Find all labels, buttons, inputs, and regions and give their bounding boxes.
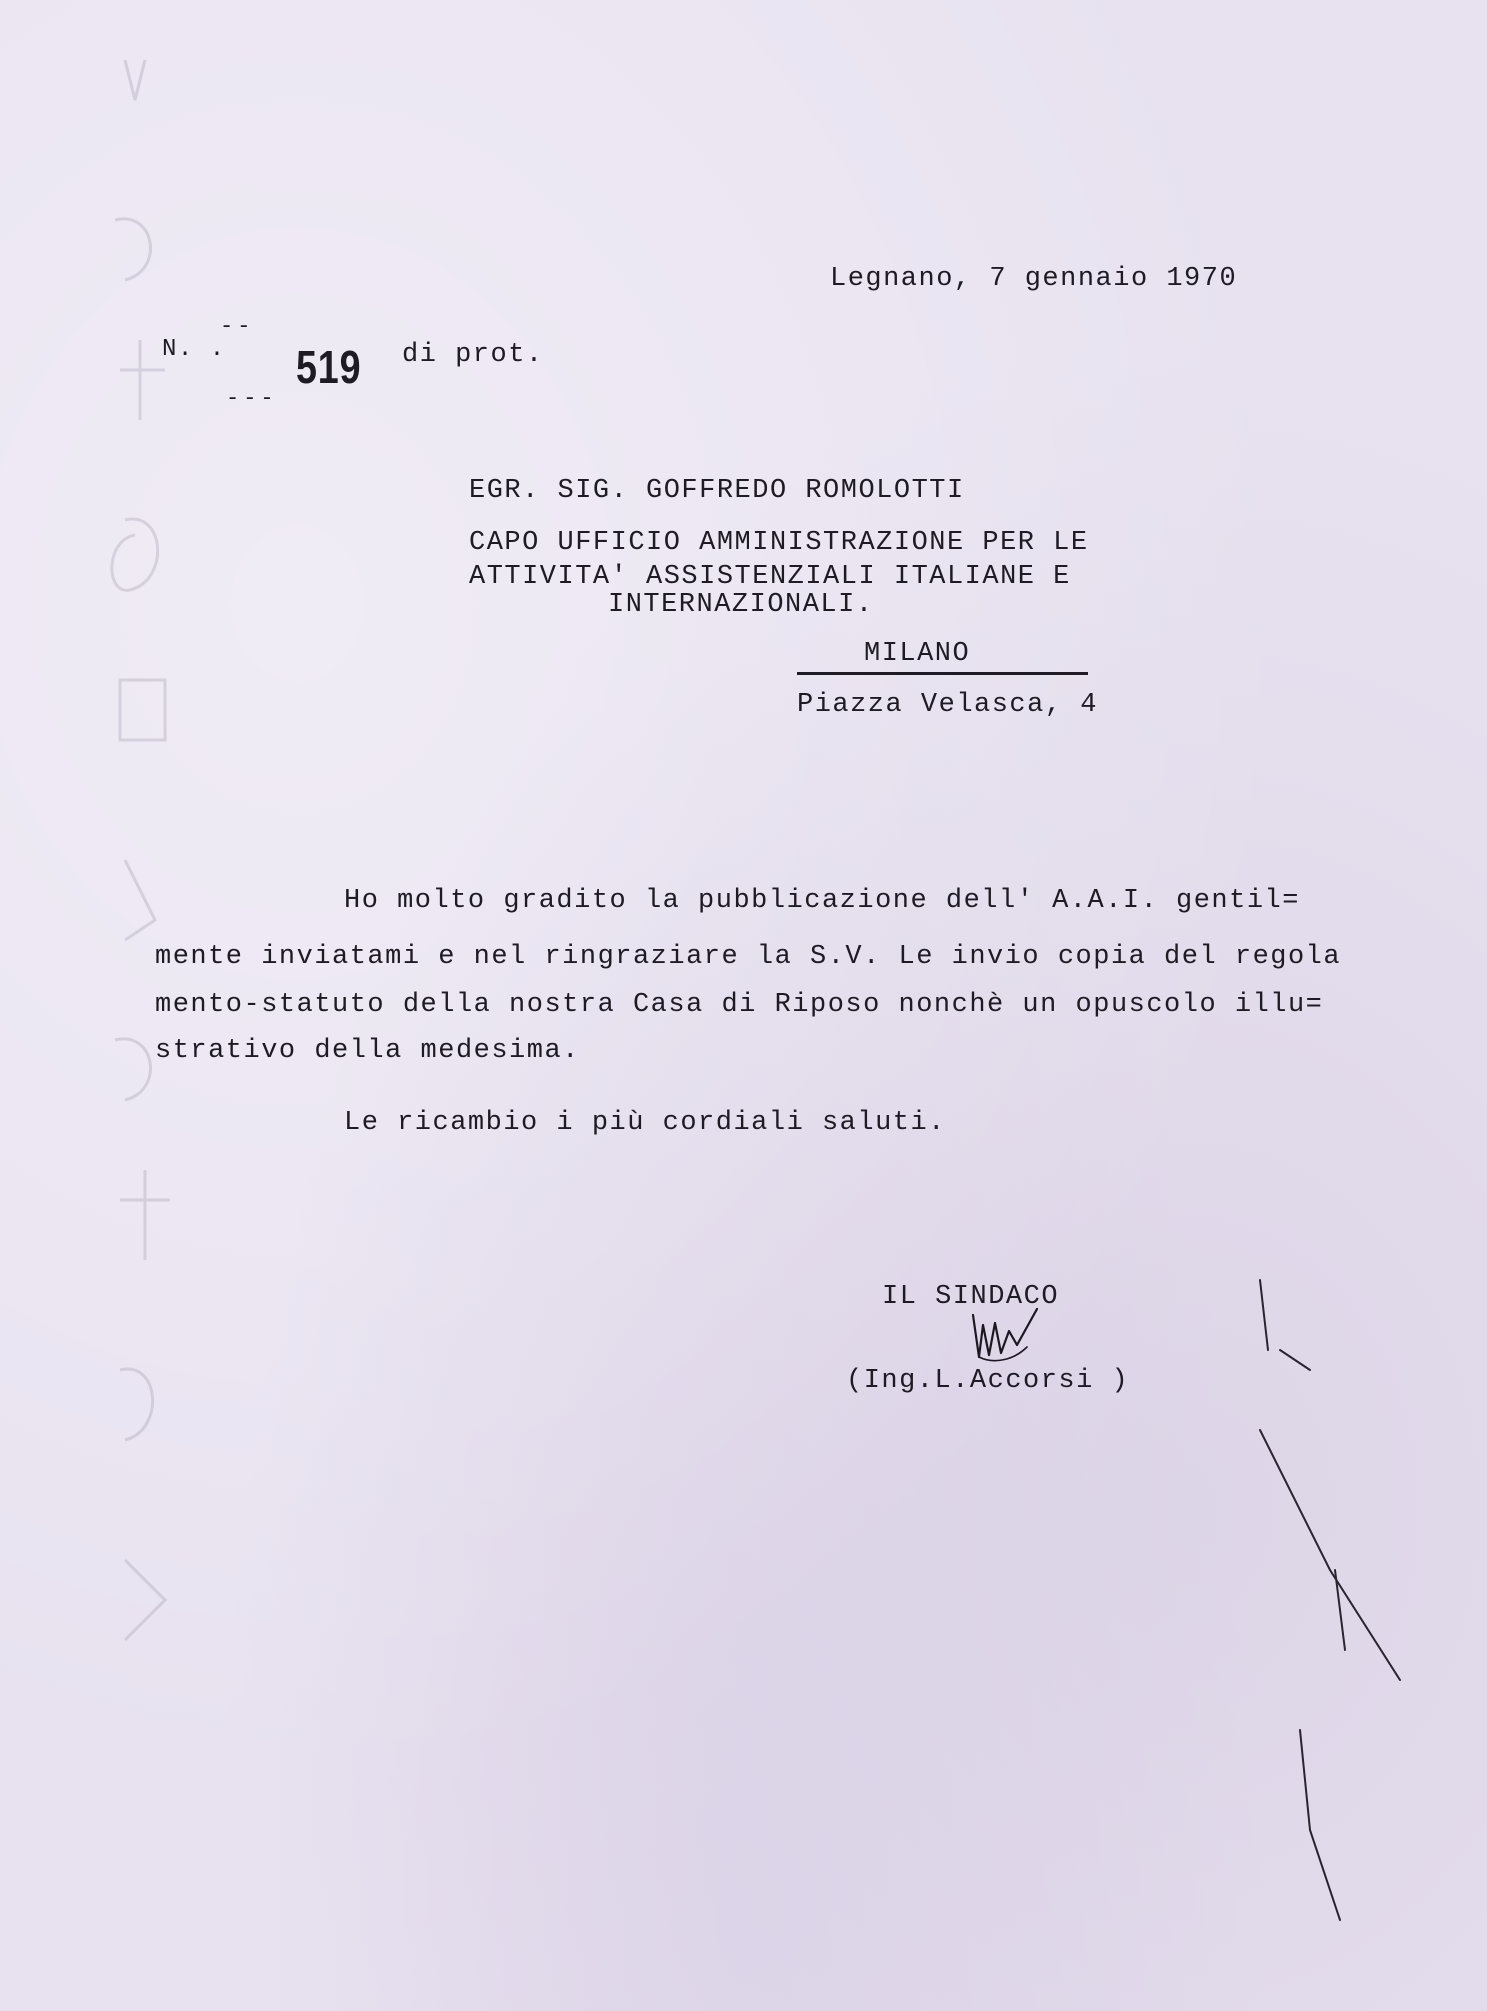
recipient-title-line-2: ATTIVITA' ASSISTENZIALI ITALIANE E [469,562,1071,592]
pen-scratch-marks [1240,1270,1420,1930]
recipient-title-line-1: CAPO UFFICIO AMMINISTRAZIONE PER LE [469,528,1089,558]
body-line-4: strativo della medesima. [155,1036,580,1066]
body-line-3: mento-statuto della nostra Casa di Riposo nonchè un opuscolo illu= [155,990,1324,1020]
letter-date: Legnano, 7 gennaio 1970 [830,264,1238,294]
protocol-suffix: di prot. [402,340,544,370]
protocol-number: 519 [296,341,362,393]
signoff-name: (Ing.L.Accorsi ) [846,1366,1130,1396]
recipient-city: MILANO [864,639,971,669]
recipient-title-line-3: INTERNAZIONALI. [608,590,874,620]
closing-line: Le ricambio i più cordiali saluti. [344,1108,946,1138]
handwritten-signature [965,1295,1075,1375]
protocol-prefix: N. . [162,336,226,363]
recipient-address: Piazza Velasca, 4 [797,690,1098,720]
body-line-1: Ho molto gradito la pubblicazione dell' A.A.I. gentil= [344,886,1300,916]
letterhead-bleed-through [95,40,215,1740]
body-line-2: mente inviatami e nel ringraziare la S.V. Le invio copia del regola [155,942,1342,972]
recipient-name: EGR. SIG. GOFFREDO ROMOLOTTI [469,476,965,506]
protocol-dash-top: -- [220,314,255,339]
signoff-title: IL SINDACO [882,1282,1060,1312]
protocol-dash-bottom: --- [226,386,278,411]
city-underline [797,672,1088,675]
